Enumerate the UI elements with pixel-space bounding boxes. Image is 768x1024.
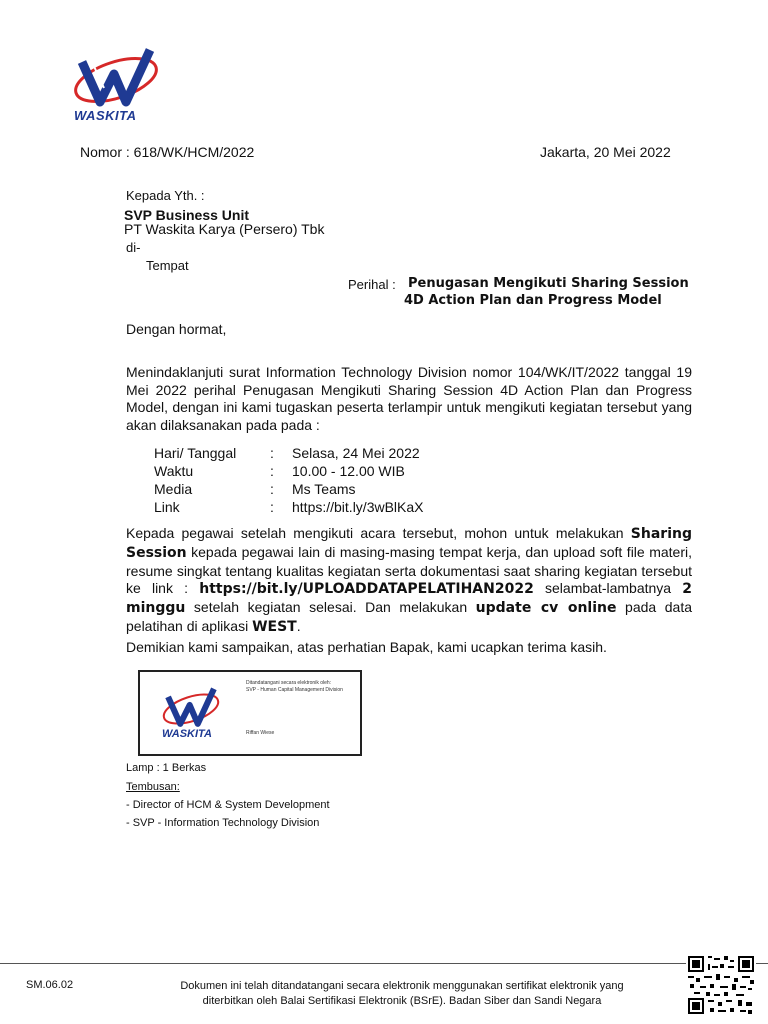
schedule-row	[154, 499, 554, 517]
signature-line1: Ditandatangani secara elektronik oleh:	[246, 680, 332, 686]
footer-note	[134, 979, 670, 1009]
recipient-greeting: Kepada Yth. :	[126, 188, 205, 203]
recipient-title: SVP Business Unit	[124, 207, 250, 223]
p2-bold-west: WEST	[252, 618, 297, 635]
upload-link[interactable]: https://bit.ly/UPLOADDATAPELATIHAN2022	[199, 581, 534, 598]
tembusan-item: - Director of HCM & System Development	[126, 799, 330, 811]
schedule-table	[154, 445, 554, 517]
closing: Demikian kami sampaikan, atas perhatian Bapak, kami ucapkan terima kasih.	[126, 639, 607, 655]
qr-code-icon	[686, 954, 756, 1016]
schedule-row	[154, 481, 554, 499]
p2-text: setelah kegiatan selesai. Dan melakukan	[185, 599, 476, 616]
schedule-label: Hari/ Tanggal	[154, 445, 237, 461]
schedule-label: Waktu	[154, 463, 194, 479]
p2-bold-deadline: 2 minggu	[126, 581, 693, 617]
signature-line2: SVP - Human Capital Management Division	[246, 687, 343, 693]
schedule-colon: :	[270, 445, 274, 461]
waskita-w-icon	[70, 44, 162, 110]
logo-text: WASKITA	[74, 108, 137, 123]
recipient-company: PT Waskita Karya (Persero) Tbk	[124, 221, 325, 237]
schedule-colon: :	[270, 463, 274, 479]
footer-code: SM.06.02	[26, 979, 74, 991]
nomor	[80, 144, 254, 160]
schedule-row	[154, 463, 554, 481]
schedule-colon: :	[270, 499, 274, 515]
perihal-label: Perihal :	[348, 277, 396, 292]
perihal-line1: Penugasan Mengikuti Sharing Session	[408, 276, 689, 291]
signature-logo-text: WASKITA	[162, 728, 212, 740]
p2-text: Kepada pegawai setelah mengikuti acara tersebut, mohon untuk melakukan	[126, 525, 631, 541]
footer-divider	[0, 963, 768, 964]
schedule-value: 10.00 - 12.00 WIB	[292, 463, 405, 479]
nomor-value: : 618/WK/HCM/2022	[125, 144, 255, 160]
signature-note	[246, 680, 343, 694]
footer-line2: diterbitkan oleh Balai Sertifikasi Elektronik (BSrE). Badan Siber dan Sandi Negara	[202, 995, 602, 1007]
schedule-label: Link	[154, 499, 180, 515]
signature-logo-icon	[160, 684, 222, 730]
p2-text: pada data pelatihan di aplikasi	[126, 599, 692, 634]
salutation: Dengan hormat,	[126, 321, 227, 337]
waskita-logo	[70, 44, 162, 124]
signature-name: Riffan Wiese	[246, 730, 275, 736]
recipient-tempat: Tempat	[146, 258, 189, 273]
perihal-line2: 4D Action Plan dan Progress Model	[404, 293, 662, 308]
tembusan-title: Tembusan:	[126, 781, 180, 793]
p2-text: .	[296, 617, 301, 634]
paragraph-2	[126, 525, 692, 637]
p2-text: selambat-lambatnya	[533, 580, 683, 597]
schedule-row	[154, 445, 554, 463]
schedule-colon: :	[270, 481, 274, 497]
tembusan-item: - SVP - Information Technology Division	[126, 817, 320, 829]
schedule-link[interactable]: https://bit.ly/3wBlKaX	[292, 499, 424, 515]
signature-box	[138, 670, 362, 756]
paragraph-1: Menindaklanjuti surat Information Technology Division nomor 104/WK/IT/2022 tanggal 19 Mei 2022 perihal Penugasan Mengikuti Sharing Session 4D Action Plan dan Progress Model, dengan ini kami tugaskan peserta terlampir untuk mengikuti kegiatan tersebut yang akan dilaksanakan pada pada :	[126, 364, 692, 433]
letter-date: Jakarta, 20 Mei 2022	[540, 144, 671, 160]
p2-bold-update: update cv online	[475, 600, 617, 617]
lampiran: Lamp : 1 Berkas	[126, 762, 207, 774]
schedule-value: Ms Teams	[292, 481, 356, 497]
p2-bold-sharing: Sharing Session	[126, 526, 692, 561]
schedule-label: Media	[154, 481, 193, 497]
footer-line1: Dokumen ini telah ditandatangani secara elektronik menggunakan sertifikat elektronik yang	[180, 980, 624, 992]
p2-text: kepada pegawai lain di masing-masing tempat kerja, dan upload soft file materi, resume singkat tentang kualitas kegiatan serta dokumentasi saat sharing kegiatan tersebut ke link :	[126, 543, 692, 597]
recipient-di: di-	[126, 240, 141, 255]
nomor-label: Nomor	[80, 144, 123, 160]
schedule-value: Selasa, 24 Mei 2022	[292, 445, 420, 461]
